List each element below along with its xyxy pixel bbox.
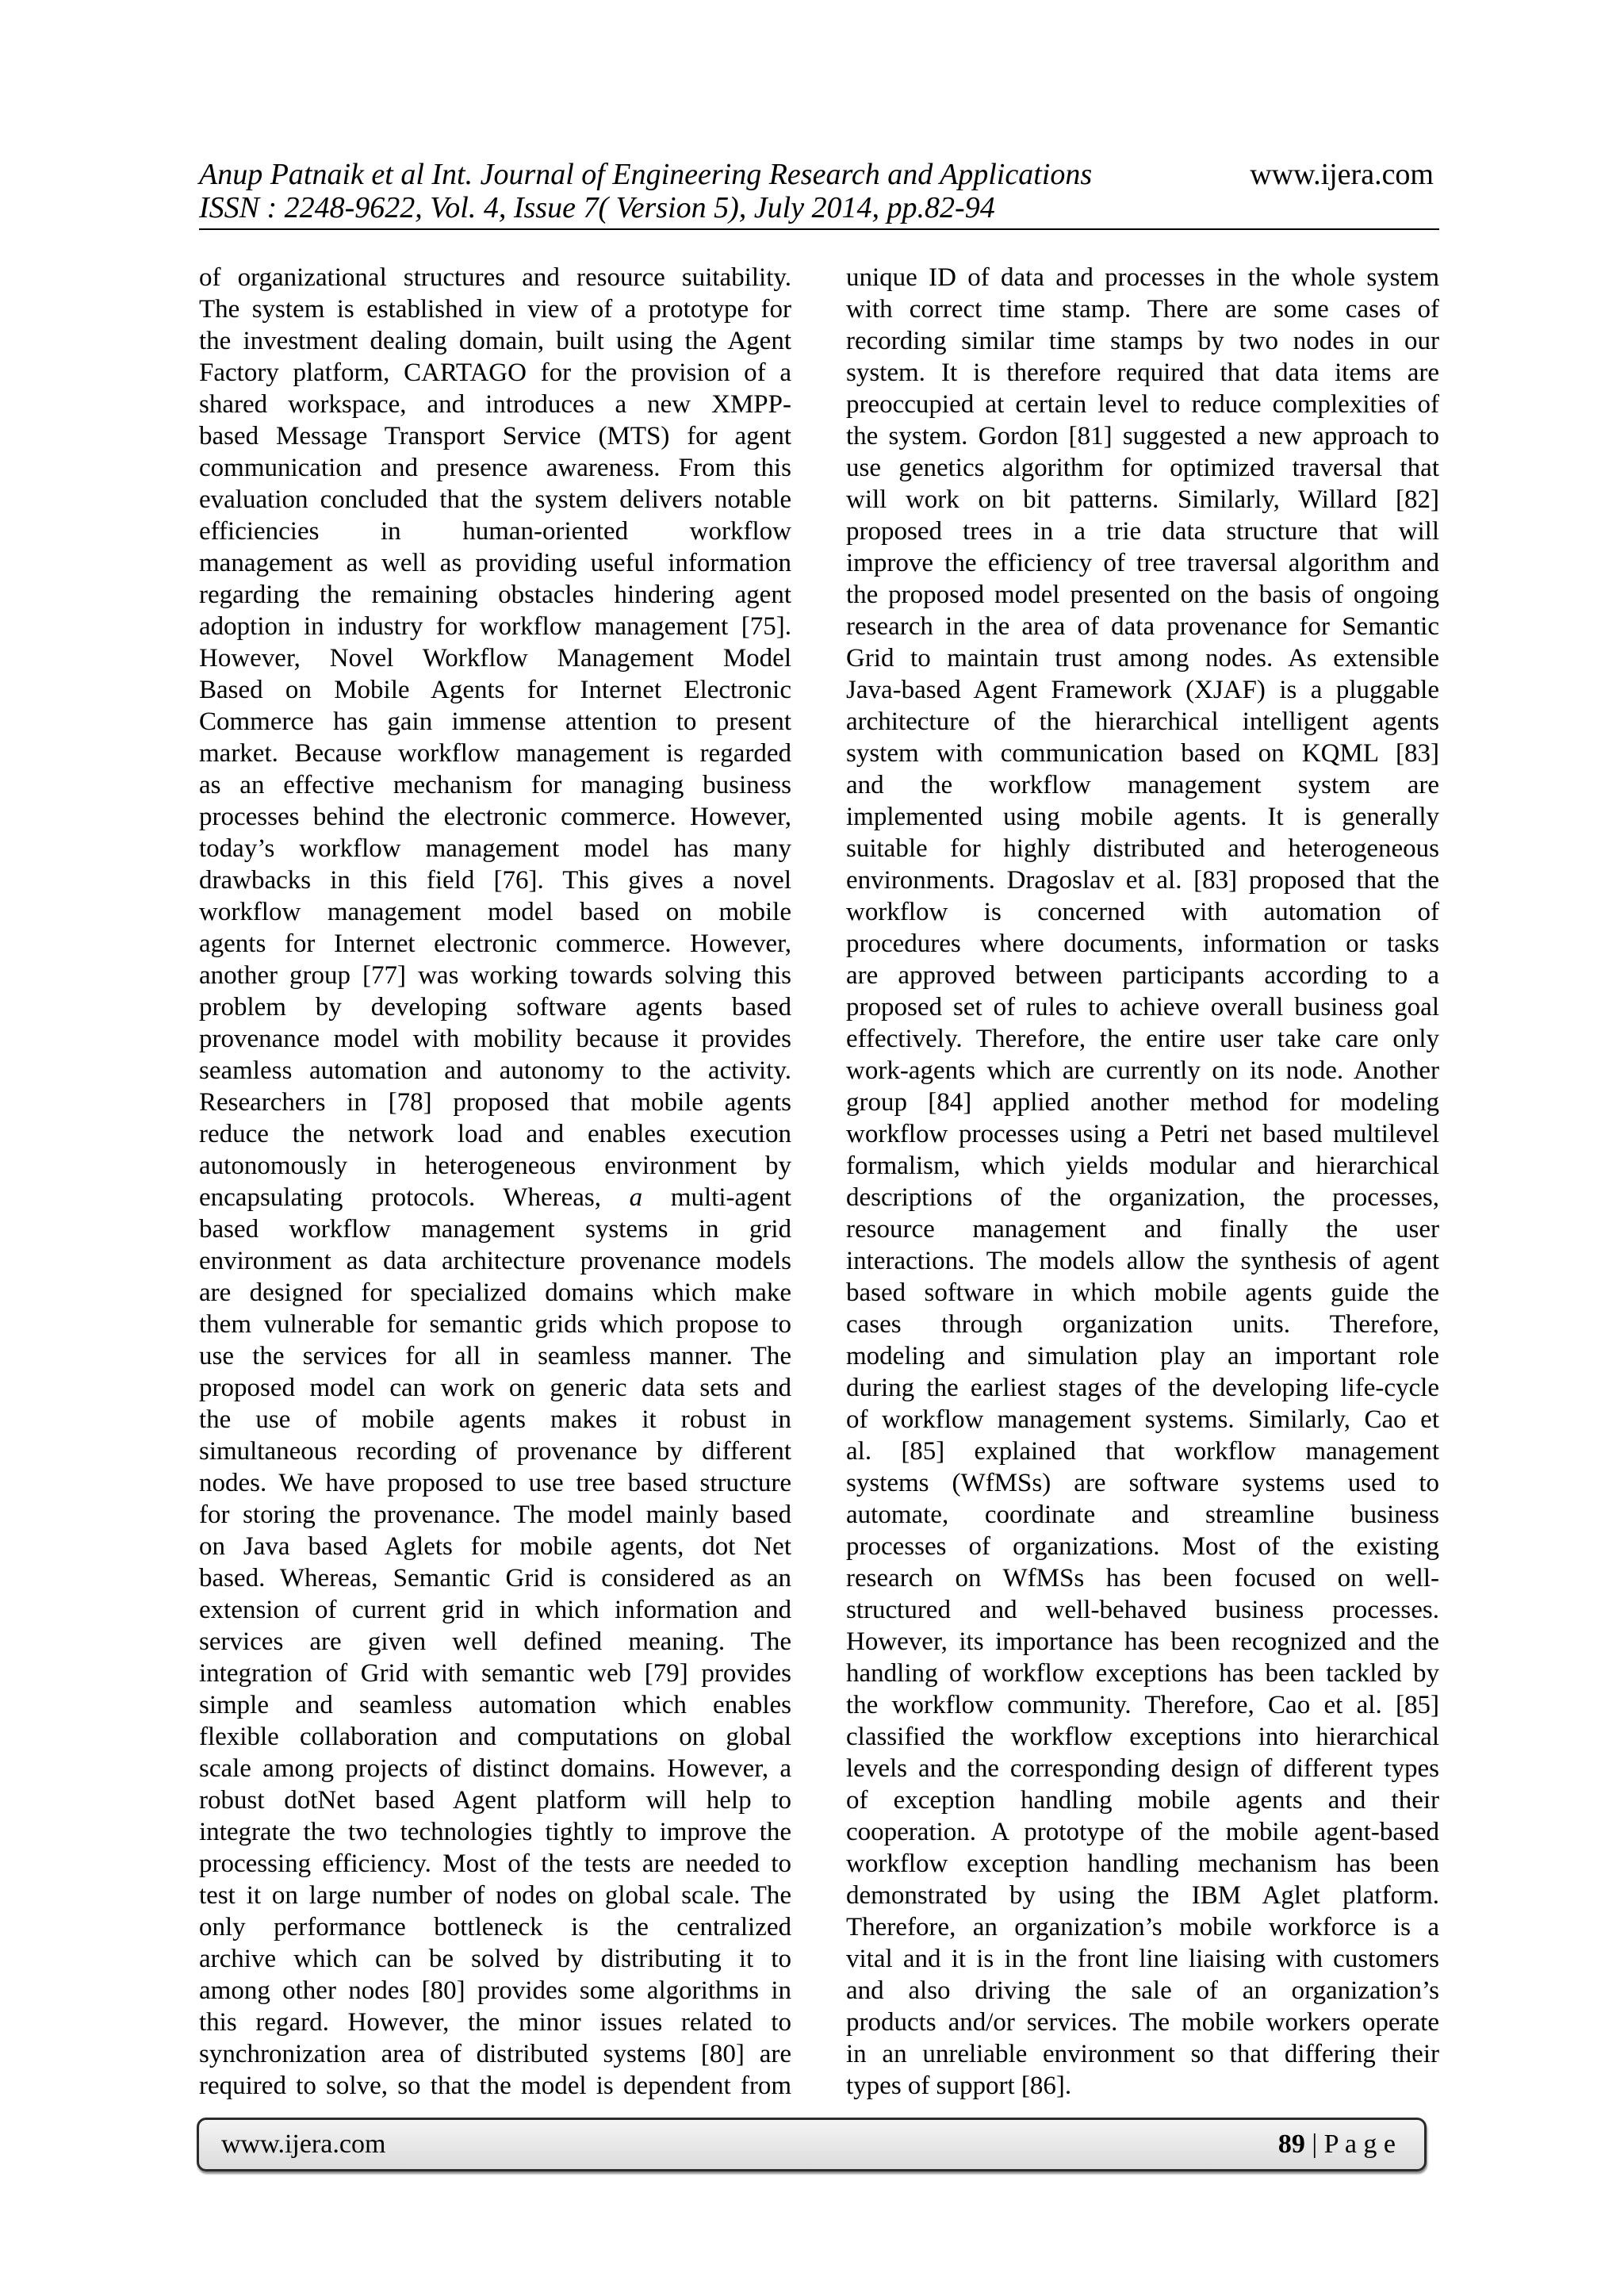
text-line: nodes. We have proposed to use tree based structure [199, 1469, 791, 1497]
text-line: the investment dealing domain, built using the Agent [199, 327, 791, 355]
text-line: processes behind the electronic commerce. However, [199, 803, 791, 831]
text-line: services are given well defined meaning. The [199, 1627, 791, 1656]
text-line: management as well as providing useful information [199, 549, 791, 577]
text-line: research in the area of data provenance for Semantic [846, 612, 1439, 641]
text-line [199, 1182, 791, 1213]
text-line: autonomously in heterogeneous environment by [199, 1152, 791, 1180]
text-line: Therefore, an organization’s mobile workforce is a [846, 1913, 1439, 1941]
text-line: proposed set of rules to achieve overall business goal [846, 993, 1439, 1022]
text-line: seamless automation and autonomy to the activity. [199, 1056, 791, 1085]
text-line: for storing the provenance. The model mainly based [199, 1501, 791, 1529]
text-line: proposed model can work on generic data sets and [199, 1374, 791, 1402]
text-line: adoption in industry for workflow management [75]. [199, 612, 791, 641]
text-line: evaluation concluded that the system delivers notable [199, 485, 791, 514]
text-line: required to solve, so that the model is dependent from [199, 2072, 791, 2100]
text-line: descriptions of the organization, the processes, [846, 1183, 1439, 1212]
text-line: environment as data architecture provenance models [199, 1247, 791, 1275]
text-line: simultaneous recording of provenance by different [199, 1437, 791, 1466]
text-line: vital and it is in the front line liaising with customers [846, 1945, 1439, 1973]
text-line: group [84] applied another method for modeling [846, 1088, 1439, 1117]
text-line: system with communication based on KQML [83] [846, 739, 1439, 768]
text-line: integrate the two technologies tightly to improve the [199, 1818, 791, 1846]
text-line: in an unreliable environment so that differing their [846, 2040, 1439, 2068]
text-line: as an effective mechanism for managing business [199, 771, 791, 799]
text-line: cases through organization units. Therefore, [846, 1310, 1439, 1339]
text-line: based Message Transport Service (MTS) for agent [199, 422, 791, 450]
text-line: of exception handling mobile agents and their [846, 1786, 1439, 1815]
text-line: system. It is therefore required that data items are [846, 358, 1439, 387]
page-label: | P a g e [1312, 2129, 1396, 2159]
text-line: proposed trees in a trie data structure that will [846, 517, 1439, 546]
text-line: use genetics algorithm for optimized traversal that [846, 454, 1439, 482]
text-line: modeling and simulation play an important role [846, 1342, 1439, 1370]
text-line: scale among projects of distinct domains. However, a [199, 1754, 791, 1783]
text-column-left [199, 262, 791, 2102]
text-line: implemented using mobile agents. It is generally [846, 803, 1439, 831]
text-line: work-agents which are currently on its node. Another [846, 1056, 1439, 1085]
text-line: another group [77] was working towards solving this [199, 961, 791, 990]
text-line: Based on Mobile Agents for Internet Electronic [199, 676, 791, 704]
text-line: Researchers in [78] proposed that mobile agents [199, 1088, 791, 1117]
text-line: problem by developing software agents based [199, 993, 791, 1022]
text-line: and also driving the sale of an organization’s [846, 1976, 1439, 2005]
text-line: reduce the network load and enables execution [199, 1120, 791, 1148]
text-line: are designed for specialized domains which make [199, 1278, 791, 1307]
text-line: the use of mobile agents makes it robust in [199, 1405, 791, 1434]
text-line: resource management and finally the user [846, 1215, 1439, 1244]
text-line: regarding the remaining obstacles hindering agent [199, 581, 791, 609]
text-line: structured and well-behaved business processes. [846, 1596, 1439, 1624]
text-line: during the earliest stages of the developing life-cycle [846, 1374, 1439, 1402]
footer-website: www.ijera.com [221, 2129, 386, 2159]
text-line: levels and the corresponding design of different types [846, 1754, 1439, 1783]
text-line: demonstrated by using the IBM Aglet platform. [846, 1881, 1439, 1910]
text-line: systems (WfMSs) are software systems used to [846, 1469, 1439, 1497]
text-line: preoccupied at certain level to reduce complexities of [846, 390, 1439, 419]
page-number: 89 [1277, 2129, 1305, 2159]
text-line: integration of Grid with semantic web [79] provides [199, 1659, 791, 1688]
text-line: However, Novel Workflow Management Model [199, 644, 791, 673]
text-line: them vulnerable for semantic grids which propose to [199, 1310, 791, 1339]
text-line: cooperation. A prototype of the mobile agent-based [846, 1818, 1439, 1846]
text-line: products and/or services. The mobile workers operate [846, 2008, 1439, 2037]
text-line: will work on bit patterns. Similarly, Willard [82] [846, 485, 1439, 514]
header-rule [199, 228, 1439, 230]
text-line: suitable for highly distributed and heterogeneous [846, 834, 1439, 863]
text-line: provenance model with mobility because it provides [199, 1025, 791, 1053]
page-indicator [1278, 2120, 1396, 2169]
text-line: and the workflow management system are [846, 771, 1439, 799]
text-run: multi-agent [642, 1183, 791, 1212]
text-line: on Java based Aglets for mobile agents, dot Net [199, 1532, 791, 1561]
text-line: procedures where documents, information or tasks [846, 930, 1439, 958]
text-line: al. [85] explained that workflow management [846, 1437, 1439, 1466]
text-line: simple and seamless automation which enables [199, 1691, 791, 1719]
text-line: based. Whereas, Semantic Grid is considered as an [199, 1564, 791, 1593]
page-footer [197, 2118, 1427, 2171]
text-line: However, its importance has been recognized and the [846, 1627, 1439, 1656]
text-line: handling of workflow exceptions has been tackled by [846, 1659, 1439, 1688]
text-line: efficiencies in human-oriented workflow [199, 517, 791, 546]
text-line: are approved between participants according to a [846, 961, 1439, 990]
text-line: architecture of the hierarchical intelligent agents [846, 707, 1439, 736]
text-line: unique ID of data and processes in the whole system [846, 263, 1439, 292]
text-line: the workflow community. Therefore, Cao et al. [85] [846, 1691, 1439, 1719]
text-line: market. Because workflow management is regarded [199, 739, 791, 768]
text-line: formalism, which yields modular and hierarchical [846, 1152, 1439, 1180]
text-line: test it on large number of nodes on global scale. The [199, 1881, 791, 1910]
text-line: recording similar time stamps by two nodes in our [846, 327, 1439, 355]
text-line: of workflow management systems. Similarly, Cao et [846, 1405, 1439, 1434]
text-line: Grid to maintain trust among nodes. As extensible [846, 644, 1439, 673]
text-line: improve the efficiency of tree traversal algorithm and [846, 549, 1439, 577]
text-line: classified the workflow exceptions into hierarchical [846, 1723, 1439, 1751]
text-line: automate, coordinate and streamline business [846, 1501, 1439, 1529]
text-line: flexible collaboration and computations on global [199, 1723, 791, 1751]
text-line: agents for Internet electronic commerce. However, [199, 930, 791, 958]
text-line: research on WfMSs has been focused on well- [846, 1564, 1439, 1593]
text-line: of organizational structures and resource suitability. [199, 263, 791, 292]
text-line: extension of current grid in which information and [199, 1596, 791, 1624]
text-line: effectively. Therefore, the entire user take care only [846, 1025, 1439, 1053]
text-line: shared workspace, and introduces a new XMPP- [199, 390, 791, 419]
text-line: archive which can be solved by distributing it to [199, 1945, 791, 1973]
text-line: this regard. However, the minor issues related to [199, 2008, 791, 2037]
text-line: types of support [86]. [846, 2072, 1072, 2100]
text-line: the system. Gordon [81] suggested a new approach to [846, 422, 1439, 450]
text-line: use the services for all in seamless manner. The [199, 1342, 791, 1370]
text-line: based workflow management systems in grid [199, 1215, 791, 1244]
text-line: workflow exception handling mechanism has been [846, 1849, 1439, 1878]
text-line: Commerce has gain immense attention to present [199, 707, 791, 736]
text-column-right [846, 262, 1439, 2102]
text-line: today’s workflow management model has many [199, 834, 791, 863]
text-line: the proposed model presented on the basis of ongoing [846, 581, 1439, 609]
text-line: Factory platform, CARTAGO for the provision of a [199, 358, 791, 387]
text-line: drawbacks in this field [76]. This gives a novel [199, 866, 791, 895]
italic-word: a [629, 1183, 643, 1212]
text-line: communication and presence awareness. From this [199, 454, 791, 482]
journal-website: www.ijera.com [1250, 158, 1434, 191]
text-line: processing efficiency. Most of the tests are needed to [199, 1849, 791, 1878]
text-line: robust dotNet based Agent platform will help to [199, 1786, 791, 1815]
text-line: workflow is concerned with automation of [846, 898, 1439, 926]
text-line: interactions. The models allow the synthesis of agent [846, 1247, 1439, 1275]
text-line: workflow processes using a Petri net based multilevel [846, 1120, 1439, 1148]
text-line: processes of organizations. Most of the existing [846, 1532, 1439, 1561]
text-line: workflow management model based on mobile [199, 898, 791, 926]
text-line: among other nodes [80] provides some algorithms in [199, 1976, 791, 2005]
issn-line: ISSN : 2248-9622, Vol. 4, Issue 7( Version 5), July 2014, pp.82-94 [199, 191, 995, 224]
text-run: encapsulating protocols. Whereas, [199, 1183, 630, 1212]
text-line: Java-based Agent Framework (XJAF) is a pluggable [846, 676, 1439, 704]
text-line: environments. Dragoslav et al. [83] proposed that the [846, 866, 1439, 895]
text-line: based software in which mobile agents guide the [846, 1278, 1439, 1307]
text-line: only performance bottleneck is the centralized [199, 1913, 791, 1941]
text-line: with correct time stamp. There are some cases of [846, 295, 1439, 324]
text-line: The system is established in view of a prototype for [199, 295, 791, 324]
text-line: synchronization area of distributed systems [80] are [199, 2040, 791, 2068]
journal-citation-line: Anup Patnaik et al Int. Journal of Engineering Research and Applications [199, 158, 1093, 191]
